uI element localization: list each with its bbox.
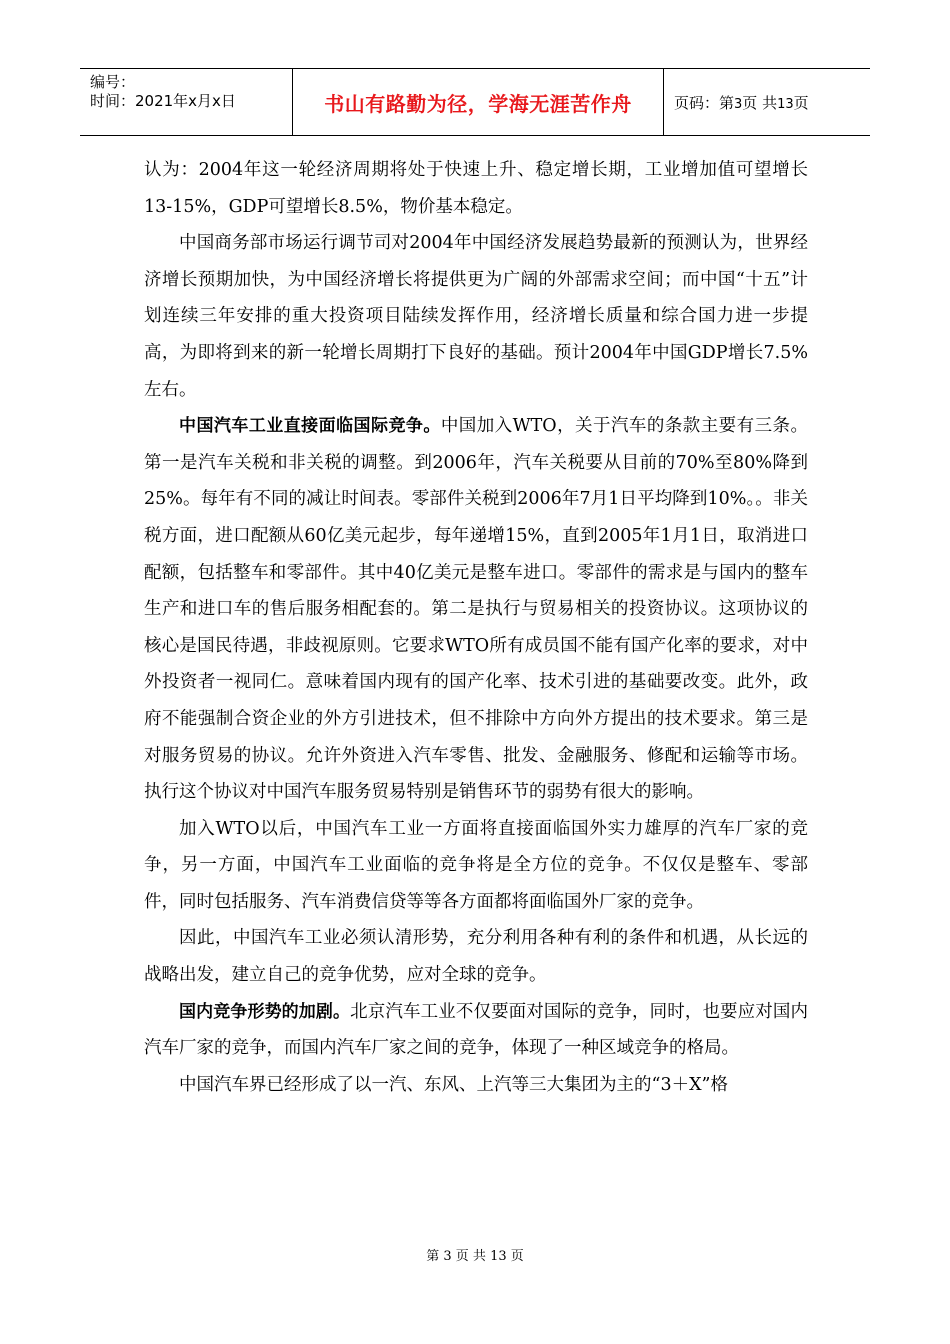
paragraph-4-text: 加入WTO以后，中国汽车工业一方面将直接面临国外实力雄厚的汽车厂家的竞争，另一方面，中国汽车工业面临的竞争将是全方位的竞争。不仅仅是整车、零部件，同时包括服务、汽车消费信贷等等各方面都将面临国外厂家的竞争。 [144, 818, 808, 912]
paragraph-6-text: 北京汽车工业不仅要面对国际的竞争，同时，也要应对国内汽车厂家的竞争，而国内汽车厂家之间的竞争，体现了一种区域竞争的格局。 [144, 1001, 809, 1059]
paragraph-7 [144, 1067, 808, 1104]
paragraph-2-text: 中国商务部市场运行调节司对2004年中国经济发展趋势最新的预测认为，世界经济增长预期加快，为中国经济增长将提供更为广阔的外部需求空间；而中国“十五”计划连续三年安排的重大投资项目陆续发挥作用，经济增长质量和综合国力进一步提高，为即将到来的新一轮增长周期打下良好的基础。预计2004年中国GDP增长7.5%左右。 [144, 233, 808, 400]
document-body [144, 152, 808, 1103]
paragraph-2 [144, 225, 808, 408]
page-header [80, 68, 870, 136]
header-page-info [664, 69, 871, 136]
paragraph-1-text: 认为：2004年这一轮经济周期将处于快速上升、稳定增长期，工业增加值可望增长13-15%，GDP可望增长8.5%，物价基本稳定。 [144, 160, 808, 217]
paragraph-1 [144, 152, 808, 225]
page-total-number: 13 [777, 96, 794, 112]
paragraph-5-text: 因此，中国汽车工业必须认清形势，充分利用各种有利的条件和机遇，从长远的战略出发，建立自己的竞争优势，应对全球的竞争。 [144, 928, 808, 986]
document-time-label: 时间：2021年x月x日 [90, 92, 236, 110]
page-label-prefix: 页码：第 [674, 93, 735, 112]
header-motto: 书山有路勤为径，学海无涯苦作舟 [324, 91, 632, 116]
paragraph-6-heading: 国内竞争形势的加剧。 [179, 1001, 351, 1022]
paragraph-3-text: 中国加入WTO，关于汽车的条款主要有三条。第一是汽车关税和非关税的调整。到2006年，汽车关税要从目前的70%至80%降到25%。每年有不同的减让时间表。零部件关税到2006年7月1日平均降到10%。。非关税方面，进口配额从60亿美元起步，每年递增15%，直到2005年1月1日，取消进口配额，包括整车和零部件。其中40亿美元是整车进口。零部件的需求是与国内的整车生产和进口车的售后服务相配套的。第二是执行与贸易相关的投资协议。这项协议的核心是国民待遇，非歧视原则。它要求WTO所有成员国不能有国产化率的要求，对中外投资者一视同仁。意味着国内现有的国产化率、技术引进的基础要改变。此外，政府不能强制合资企业的外方引进技术，但不排除中方向外方提出的技术要求。第三是对服务贸易的协议。允许外资进入汽车零售、批发、金融服务、修配和运输等市场。执行这个协议对中国汽车服务贸易特别是销售环节的弱势有很大的影响。 [144, 416, 808, 803]
paragraph-3 [144, 408, 808, 811]
footer-total-pages: 13 [490, 1249, 507, 1264]
page-footer [0, 1245, 950, 1264]
document-number-label: 编号： [90, 73, 136, 91]
footer-mid: 页 共 [455, 1249, 486, 1264]
footer-suffix: 页 [510, 1249, 524, 1264]
paragraph-4 [144, 811, 808, 921]
paragraph-5 [144, 920, 808, 993]
header-meta [80, 69, 293, 136]
paragraph-6 [144, 994, 808, 1067]
page-label-mid: 页 共 [742, 93, 778, 112]
footer-prefix: 第 [426, 1249, 440, 1264]
page-current-number: 3 [734, 96, 743, 112]
paragraph-7-text: 中国汽车界已经形成了以一汽、东风、上汽等三大集团为主的“3＋X”格 [179, 1074, 728, 1095]
header-motto-cell [293, 69, 664, 136]
paragraph-3-heading: 中国汽车工业直接面临国际竞争。 [179, 416, 441, 437]
page-label-end: 页 [793, 93, 809, 112]
footer-current-page: 3 [443, 1249, 452, 1264]
